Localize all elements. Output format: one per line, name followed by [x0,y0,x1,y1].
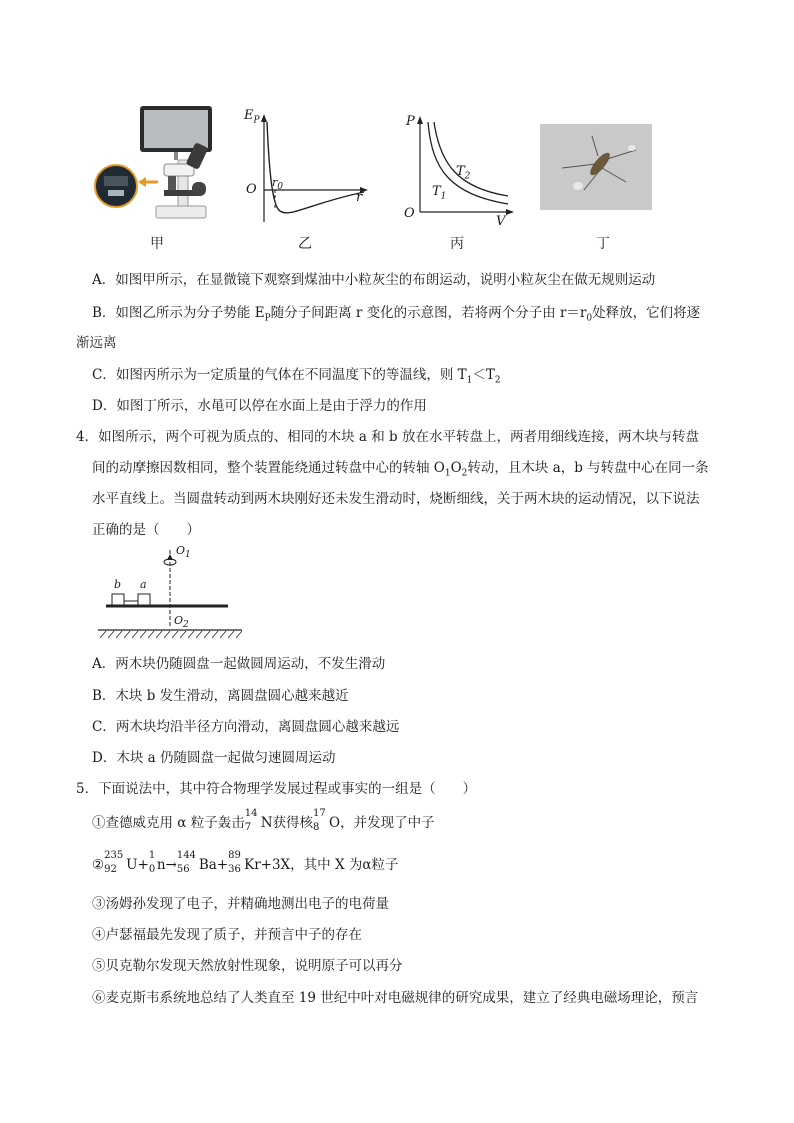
bing-xlabel: V [496,214,506,229]
q5-statement-1: ①查德威克用 α 粒子轰击 14 7 N获得核 17 8 O，并发现了中子 [92,808,435,833]
q3-option-a: A．如图甲所示，在显微镜下观察到煤油中小粒灰尘的布朗运动，说明小粒灰尘在做无规则运动 [92,272,656,288]
bing-ylabel: P [406,114,415,129]
water-strider-image [540,124,652,210]
yi-xlabel: r [356,190,363,205]
potential-energy-graph [236,108,376,228]
yi-origin: O [246,182,257,197]
figure-bing [400,110,520,230]
caption-bing: 丙 [450,236,464,252]
bing-t1-label: $T_1$ [432,184,447,202]
q4-option-c: C．两木块均沿半径方向滑动，离圆盘圆心越来越远 [92,719,400,735]
yi-ylabel: $E_P$ [244,108,260,126]
nuclide-o17: 17 8 [313,808,326,833]
caption-jia: 甲 [150,236,164,252]
q3-option-b-cont: 渐远离 [76,335,117,351]
q4-stem-line2: 间的动摩擦因数相同，整个装置能绕通过转盘中心的转轴 $O_1O_2$转动，且木块 a，b 与转盘中心在同一条 [92,460,709,479]
q5-stem: 5．下面说法中，其中符合物理学发展过程或事实的一组是（ ） [76,781,477,797]
nuclide-n1: 1 0 [148,850,156,875]
q4-stem-line3: 水平直线上。当圆盘转动到两木块刚好还未发生滑动时，烧断细线，关于两木块的运动情况，以下说法 [92,491,700,507]
bing-origin: O [404,206,415,221]
axis-o1-label: $O_1$ [176,544,191,561]
block-b-label: b [114,578,122,591]
figure-ding [540,124,652,210]
bing-t2-label: $T_2$ [456,164,471,182]
nuclide-kr89: 89 36 [228,850,241,875]
nuclide-u235: 235 92 [104,850,124,875]
q5-statement-3: ③汤姆孙发现了电子，并精确地测出电子的电荷量 [92,896,389,912]
q3-option-b: B．如图乙所示为分子势能 $E_P$随分子间距离 r 变化的示意图，若将两个分子由 $r=r_0$处释放，它们将逐 [92,305,701,324]
nuclide-n14: 14 7 [244,808,258,833]
q3-option-d: D．如图丁所示，水黾可以停在水面上是由于浮力的作用 [92,398,427,414]
q5-statement-2: ② 235 92 U+ 1 0 n→ 144 56 Ba+ 89 36 Kr+3X，其中 X 为α粒子 [92,850,399,875]
q5-statement-5: ⑤贝克勒尔发现天然放射性现象，说明原子可以再分 [92,958,403,974]
q4-option-a: A．两木块仍随圆盘一起做圆周运动，不发生滑动 [92,656,386,672]
axis-o2-label: $O_2$ [174,614,189,631]
nuclide-ba144: 144 56 [176,850,196,875]
q5-statement-4: ④卢瑟福最先发现了质子，并预言中子的存在 [92,927,362,943]
figure-jia [94,104,224,224]
microscope-image [94,104,224,224]
q3-option-c: C．如图丙所示为一定质量的气体在不同温度下的等温线，则 $T_1<T_2$ [92,367,501,386]
q5-statement-6: ⑥麦克斯韦系统地总结了人类直至 19 世纪中叶对电磁规律的研究成果，建立了经典电磁场理论，预言 [92,990,699,1006]
caption-ding: 丁 [596,236,610,252]
figure-yi [236,108,376,228]
q4-turntable-figure [96,544,246,642]
q4-option-b: B．木块 b 发生滑动，离圆盘圆心越来越近 [92,688,349,704]
q4-option-d: D．木块 a 仍随圆盘一起做匀速圆周运动 [92,750,336,766]
q4-stem-line4: 正确的是（ ） [92,522,200,538]
yi-r0: $r_0$ [272,176,283,193]
turntable-diagram [96,544,246,642]
q4-stem-line1: 4．如图所示，两个可视为质点的、相同的木块 a 和 b 放在水平转盘上，两者用细线连接，两木块与转盘 [76,429,699,445]
block-a-label: a [140,578,147,591]
caption-yi: 乙 [298,236,312,252]
